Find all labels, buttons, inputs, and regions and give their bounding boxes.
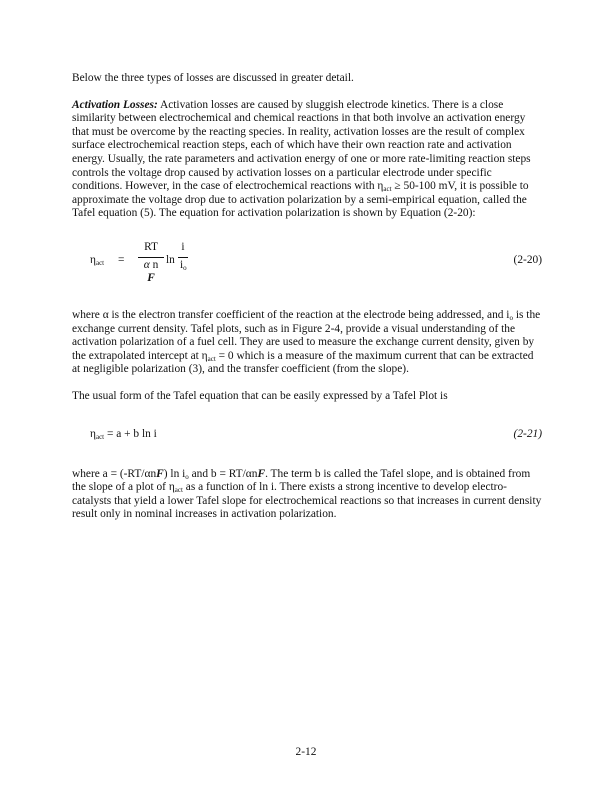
p4-text-4: . The term b is called the Tafel slope, and is obtained from the slope of a plot of [72, 467, 531, 494]
p2-act-sub: act [207, 354, 216, 363]
eq1-rt-numerator: RT [144, 240, 158, 253]
eq1-i-fraction-bar [178, 257, 188, 258]
eq1-i0: i [180, 258, 184, 271]
p2-text-1: where [72, 308, 103, 321]
eq2-rest: = a + b ln i [104, 427, 157, 440]
p4-alpha-2: α [245, 467, 252, 480]
eq1-n: n [149, 258, 159, 271]
intro-paragraph: Below the three types of losses are discussed in greater detail. [72, 72, 354, 84]
equation-2-20 [72, 239, 542, 295]
eq1-rt-denominator [138, 259, 164, 286]
eta-symbol: η [377, 180, 384, 193]
p2-alpha: α [102, 308, 109, 321]
eq1-lhs [90, 254, 104, 268]
tafel-intro-paragraph: The usual form of the Tafel equation that can be easily expressed by a Tafel Plot is [72, 389, 448, 402]
activation-text-2: ≥ 50-100 mV, it is possible to approximate the voltage drop due to activation polarization by a semi-empirical equation, called the Tafel equation (5). The equation for activation polarization is shown by Equation (2-20): [72, 180, 529, 220]
eq1-rt-fraction-bar [138, 257, 164, 258]
p4-alpha: α [144, 467, 151, 480]
eq1-equals: = [118, 253, 125, 266]
p4-o-sub: o [185, 472, 189, 481]
eq1-act-sub: act [95, 258, 105, 267]
p4-n-2: n [251, 467, 258, 480]
activation-losses-paragraph [72, 99, 542, 221]
p4-eta: η [168, 481, 175, 494]
tafel-slope-paragraph [72, 468, 542, 522]
p4-text-1: where a = (-RT/ [72, 467, 145, 480]
p4-text-2: ) ln i [163, 467, 186, 480]
page-number: 2-12 [295, 746, 317, 758]
eq1-eta: η [90, 253, 96, 266]
eq1-alpha: α [143, 258, 150, 271]
p4-text-3: and b = RT/ [188, 467, 246, 480]
p4-F: F [156, 467, 164, 480]
act-subscript: act [383, 185, 392, 194]
p4-n: n [150, 467, 157, 480]
eq1-i-fraction [178, 241, 188, 272]
p2-text-4: = 0 which is a measure of the maximum current that can be extracted at negligible polarization (3), and the transfer coefficient (from the slope). [72, 349, 534, 376]
activation-losses-heading: Activation Losses: [72, 98, 158, 111]
p4-act-sub: act [174, 486, 183, 495]
eq2-expression [90, 428, 157, 442]
eq1-F: F [147, 272, 155, 285]
p2-text-3: is the exchange current density. Tafel plots, such as in Figure 2-4, provide a visual understanding of the activation polarization of a fuel cell. They are used to measure the exchange current density, given by the extrapolated intercept at [72, 308, 541, 362]
eq1-ln: ln [166, 253, 175, 266]
eq1-rt-fraction [138, 241, 164, 286]
eq1-i-numerator: i [181, 240, 185, 253]
p2-o-sub: o [509, 313, 513, 322]
p2-text-2: is the electron transfer coefficient of the reaction at the electrode being addressed, and i [108, 308, 510, 321]
eq1-number: (2-20) [513, 253, 542, 266]
alpha-explanation-paragraph [72, 309, 542, 377]
eq1-i-denominator [178, 259, 188, 273]
eq1-o-sub: o [183, 263, 187, 272]
p4-F-2: F [257, 467, 266, 480]
p2-eta: η [201, 349, 208, 362]
activation-text-1: Activation losses are caused by sluggish electrode kinetics. There is a close similarity between electrochemical and chemical reactions in that both involve an activation energy that must be overcome by the reacting species. In reality, activation losses are the result of complex surface electrochemical reaction steps, each of which have their own reaction rate and activation energy. Usually, the rate parameters and activation energy of one or more rate-limiting reaction steps controls the voltage drop caused by activation losses on a particular electrode under specific conditions. However, in the case of electrochemical reactions with [72, 98, 531, 193]
eq2-number: (2-21) [513, 427, 542, 440]
eq2-eta: η [90, 427, 96, 440]
document-body [72, 72, 542, 522]
eq2-act-sub: act [95, 432, 105, 441]
equation-2-21 [72, 426, 542, 446]
p4-text-5: as a function of ln i. There exists a strong incentive to develop electro-catalysts that yield a lower Tafel slope for electrochemical reactions so that increases in current density result only in nominal increases in activation polarization. [72, 481, 542, 521]
